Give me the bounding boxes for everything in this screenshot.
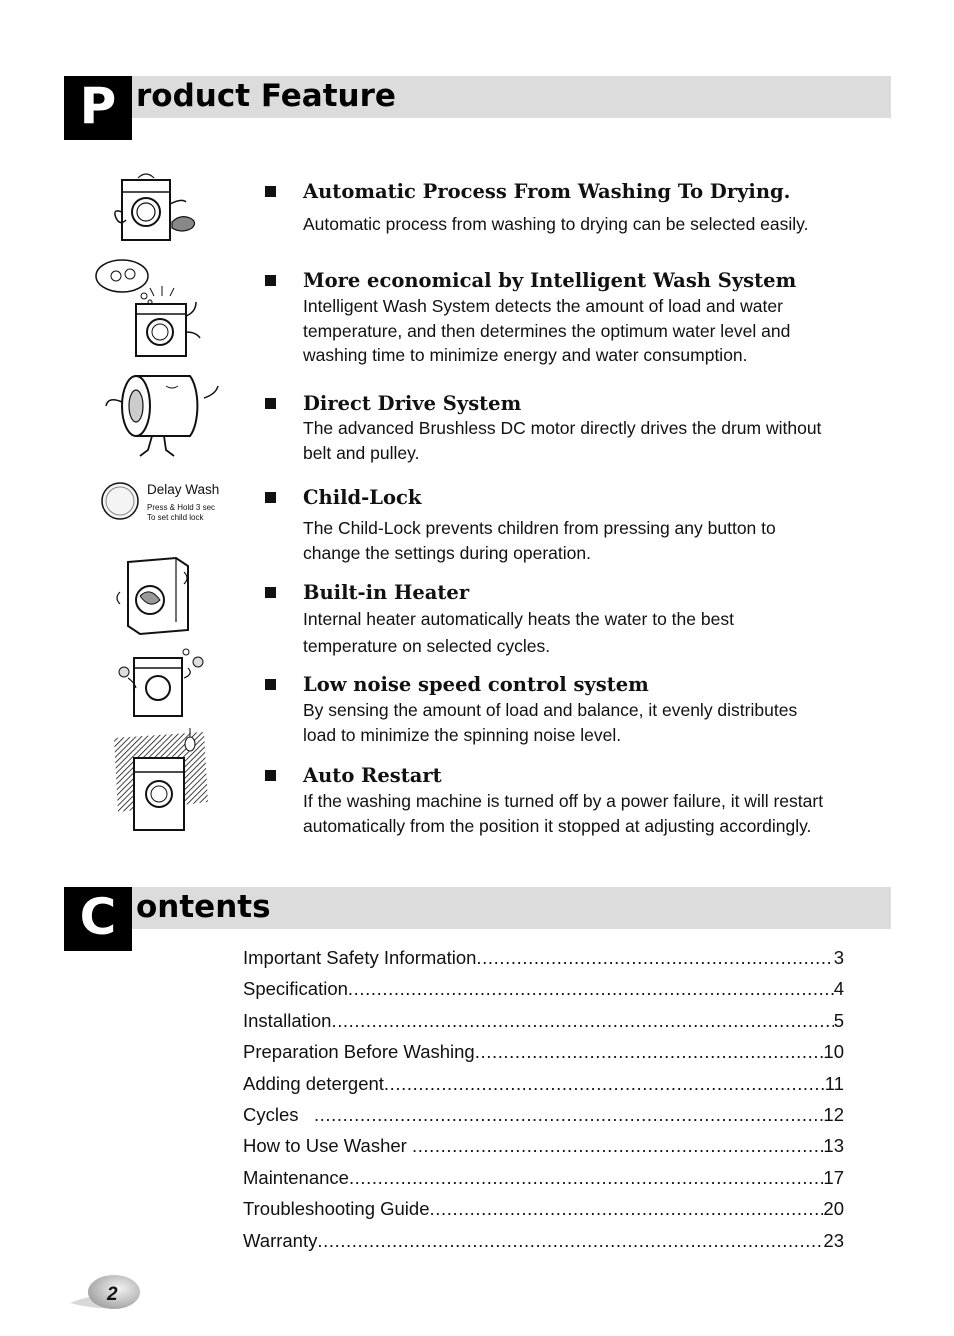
- product-feature-header: [64, 76, 891, 140]
- toc-entry-how-to-use[interactable]: How to Use Washer ..... 13: [243, 1132, 844, 1163]
- feature-title: Built-in Heater: [303, 581, 470, 604]
- dark-washer-bulb-icon: [110, 728, 212, 834]
- feature-title: Child-Lock: [303, 486, 422, 509]
- header-title: ontents: [136, 889, 271, 925]
- bullet-icon: [265, 770, 276, 781]
- toc-entry-preparation[interactable]: Preparation Before Washing ..... 10: [243, 1038, 844, 1069]
- feature-title: Automatic Process From Washing To Drying.: [303, 180, 791, 203]
- feature-desc: Automatic process from washing to drying can be selected easily.: [303, 214, 809, 234]
- page-number-badge: [70, 1273, 142, 1311]
- feature-desc: The Child-Lock prevents children from pressing any button to change the settings during operation.: [303, 518, 776, 563]
- header-initial: P: [64, 76, 132, 140]
- feature-title: More economical by Intelligent Wash System: [303, 269, 797, 292]
- bullet-icon: [265, 492, 276, 503]
- toc-entry-installation[interactable]: Installation ..... 5: [243, 1007, 844, 1038]
- bullet-icon: [265, 679, 276, 690]
- toc-entry-maintenance[interactable]: Maintenance ..... 17: [243, 1164, 844, 1195]
- toc-entry-cycles[interactable]: Cycles ..... 12: [243, 1101, 844, 1132]
- feature-desc: If the washing machine is turned off by a power failure, it will restart automatically from the position it stopped at adjusting accordingly.: [303, 791, 824, 836]
- toc-entry-warranty[interactable]: Warranty ..... 23: [243, 1227, 844, 1258]
- washer-with-clothes-icon: [108, 172, 200, 244]
- delay-wash-hint-2: To set child lock: [147, 513, 204, 522]
- bullet-icon: [265, 398, 276, 409]
- page-number: 2: [107, 1284, 118, 1305]
- heater-washer-icon: [112, 552, 194, 638]
- toc-entry-specification[interactable]: Specification ..... 4: [243, 975, 844, 1006]
- feature-desc: Internal heater automatically heats the water to the best temperature on selected cycles.: [303, 609, 734, 656]
- delay-wash-label: Delay Wash: [147, 482, 220, 497]
- feature-desc: The advanced Brushless DC motor directly drives the drum without belt and pulley.: [303, 418, 822, 463]
- bullet-icon: [265, 186, 276, 197]
- delay-wash-hint-1: Press & Hold 3 sec: [147, 503, 216, 512]
- bullet-icon: [265, 587, 276, 598]
- contents-header: [64, 887, 891, 951]
- feature-desc: Intelligent Wash System detects the amount of load and water temperature, and then determines the optimum water level and washing time to minimize energy and water consumption.: [303, 296, 791, 365]
- table-of-contents: [243, 944, 844, 1258]
- thinking-washer-icon: [94, 256, 206, 360]
- feature-title: Auto Restart: [303, 764, 442, 787]
- feature-title: Low noise speed control system: [303, 673, 649, 696]
- toc-entry-detergent[interactable]: Adding detergent ..... 11: [243, 1070, 844, 1101]
- delay-wash-button-icon: [100, 480, 142, 522]
- toc-entry-troubleshooting[interactable]: Troubleshooting Guide ..... 20: [243, 1195, 844, 1226]
- balanced-washer-icon: [114, 646, 210, 720]
- header-initial: C: [64, 887, 132, 951]
- bullet-icon: [265, 275, 276, 286]
- feature-desc: By sensing the amount of load and balance, it evenly distributes load to minimize the spinning noise level.: [303, 700, 798, 745]
- motor-drum-icon: [102, 368, 222, 462]
- toc-entry-safety[interactable]: Important Safety Information ..... 3: [243, 944, 844, 975]
- header-title: roduct Feature: [136, 78, 396, 114]
- feature-title: Direct Drive System: [303, 392, 522, 415]
